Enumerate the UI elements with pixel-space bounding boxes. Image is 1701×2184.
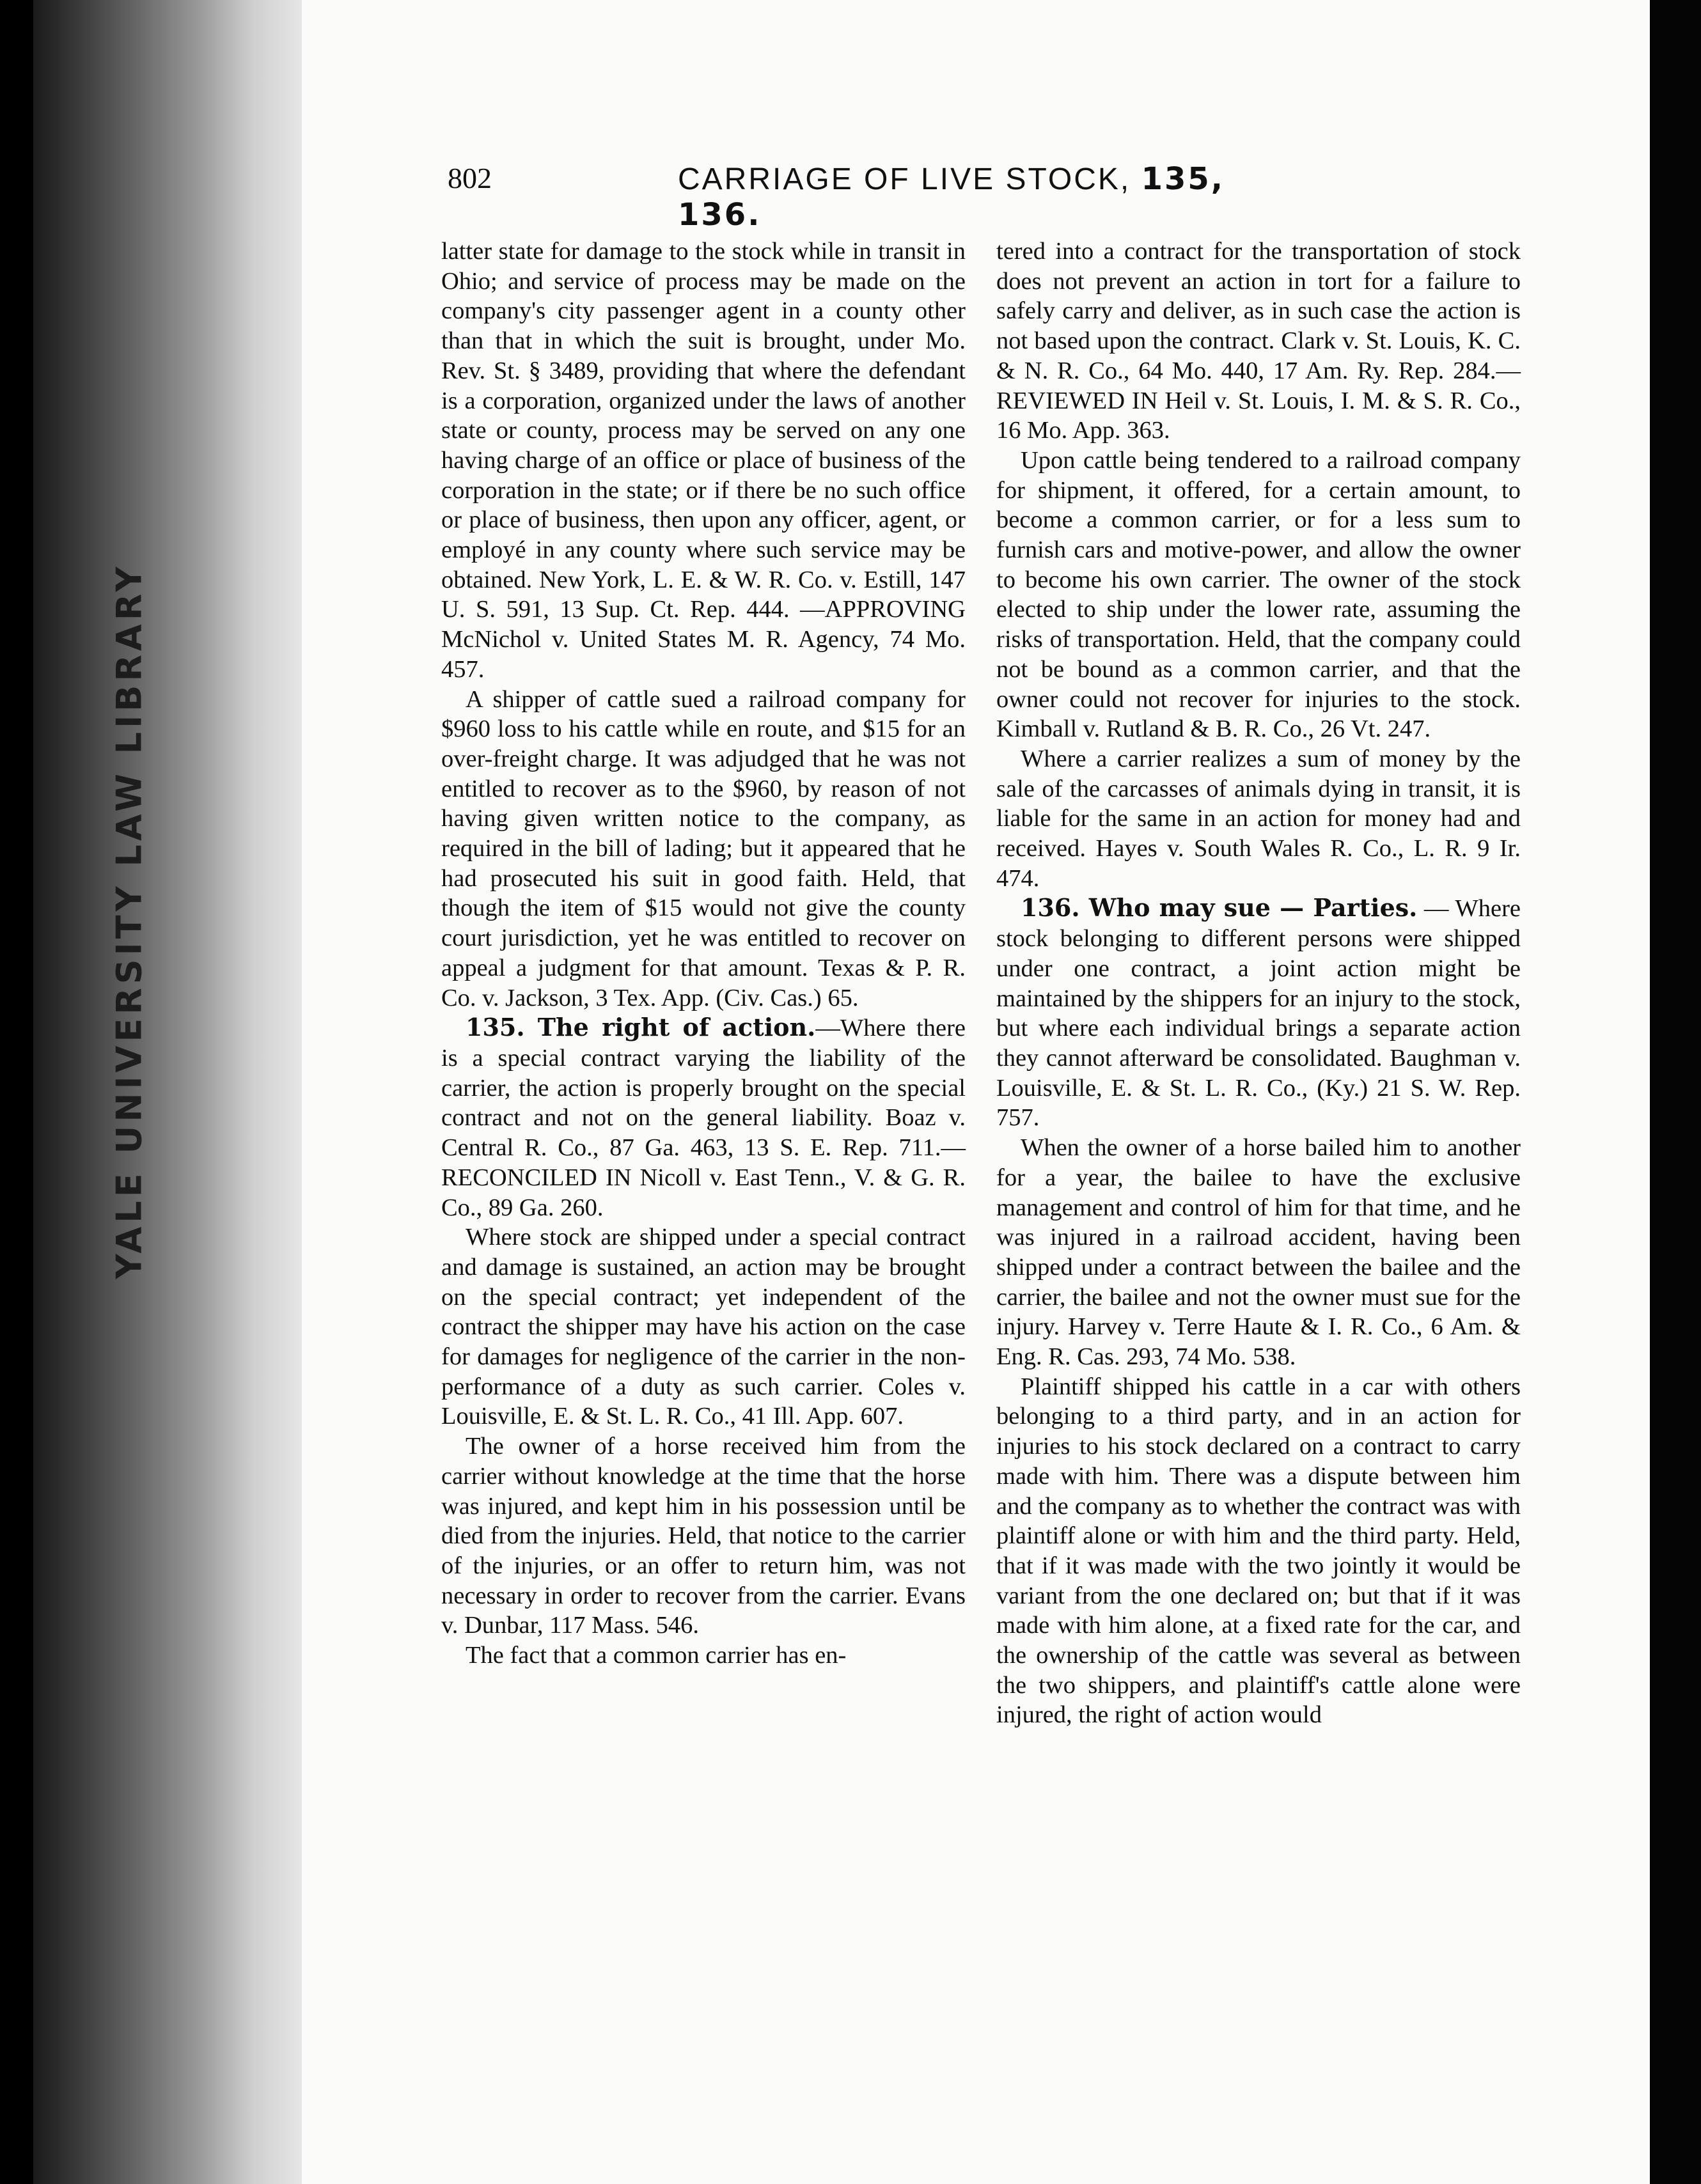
library-stamp: YALE UNIVERSITY LAW LIBRARY <box>109 563 150 1279</box>
paragraph: A shipper of cattle sued a railroad company for $960 loss to his cattle while en route, and $15 for an over-freight charge. It was adjudged that he was not entitled to recover as to the $960, by reason of not having given written notice to the company, as required in the bill of lading; but it appeared that he had prosecuted his suit in good faith. Held, that though the item of $15 would not give the county court jurisdiction, yet he was entitled to recover on appeal a judgment for that amount. Texas & P. R. Co. v. Jackson, 3 Tex. App. (Civ. Cas.) 65. <box>441 685 966 1011</box>
paragraph: The owner of a horse received him from the carrier without knowledge at the time that the horse was injured, and kept him in his possession until be died from the injuries. Held, that notice to the carrier of the injuries, or an offer to return him, was not necessary in order to recover from the carrier. Evans v. Dunbar, 117 Mass. 546. <box>441 1433 966 1639</box>
paragraph: Upon cattle being tendered to a railroad company for shipment, it offered, for a certain amount, to become a common carrier, or for a less sum to furnish cars and motive-power, and allow the owner to become his own carrier. The owner of the stock elected to ship under the lower rate, assuming the risks of transportation. Held, that the company could not be bound as a common carrier, and that the owner could not recover for injuries to the stock. Kimball v. Rutland & B. R. Co., 26 Vt. 247. <box>996 446 1521 743</box>
paragraph: The fact that a common carrier has en- <box>466 1642 847 1669</box>
paragraph: When the owner of a horse bailed him to another for a year, the bailee to have the exclusive management and control of him for that time, and he was injured in a railroad accident, having been shipped under a contract between the bailee and the carrier, the bailee and not the owner must sue for the injury. Harvey v. Terre Haute & I. R. Co., 6 Am. & Eng. R. Cas. 293, 74 Mo. 538. <box>996 1134 1521 1371</box>
section-heading: 136. Who may sue — Parties. <box>1021 893 1418 923</box>
left-column <box>441 237 966 1671</box>
section-paragraph <box>441 1013 966 1222</box>
page-number: 802 <box>448 162 492 194</box>
gutter-shadow <box>1650 0 1701 2184</box>
paragraph: Where a carrier realizes a sum of money by the sale of the carcasses of animals dying in transit, it is liable for the same in an action for money had and received. Hayes v. South Wales R. Co., L. R. 9 Ir. 474. <box>996 745 1521 892</box>
section-text: — Where stock belonging to different persons were shipped under one contract, a joint action might be maintained by the shippers for an injury to the stock, but where each individual brings a separate action they cannot afterward be consolidated. Baughman v. Louisville, E. & St. L. R. Co., (Ky.) 21 S. W. Rep. 757. <box>996 895 1521 1132</box>
page-edge-fore <box>33 0 302 2184</box>
running-title-text: CARRIAGE OF LIVE STOCK, <box>678 162 1131 196</box>
paragraph: Plaintiff shipped his cattle in a car with others belonging to a third party, and in an action for injuries to his stock declared on a contract to carry made with him. There was a dispute between him and the company as to whether the contract was with plaintiff alone or with him and the third party. Held, that if it was made with the two jointly it would be variant from the one declared on; but that if it was made with him alone, at a fixed rate for the car, and the ownership of the cattle was several as between the two shippers, and plaintiff's cattle alone were injured, the right of action would <box>996 1373 1521 1729</box>
right-column <box>996 237 1521 1730</box>
paragraph: latter state for damage to the stock while in transit in Ohio; and service of process may be made on the company's city passenger agent in a county other than that in which the suit is brought, under Mo. Rev. St. § 3489, providing that where the defendant is a corporation, organized under the laws of another state or county, process may be served on any one having charge of an office or place of business of the corporation in the state; or if there be no such office or place of business, then upon any officer, agent, or employé in any county where such service may be obtained. New York, L. E. & W. R. Co. v. Estill, 147 U. S. 591, 13 Sup. Ct. Rep. 444. —APPROVING McNichol v. United States M. R. Agency, 74 Mo. 457. <box>441 238 966 683</box>
section-numbers: 135, 136. <box>678 161 1225 233</box>
section-heading: 135. The right of action. <box>466 1013 816 1042</box>
paragraph: Where stock are shipped under a special contract and damage is sustained, an action may be brought on the special contract; yet independent of the contract the shipper may have his action on the case for damages for negligence of the carrier in the non-performance of a duty as such carrier. Coles v. Louisville, E. & St. L. R. Co., 41 Ill. App. 607. <box>441 1224 966 1430</box>
running-title <box>678 161 1317 233</box>
section-text: —Where there is a special contract varying the liability of the carrier, the action is properly brought on the special contract and not on the general liability. Boaz v. Central R. Co., 87 Ga. 463, 13 S. E. Rep. 711.—RECONCILED IN Nicoll v. East Tenn., V. & G. R. Co., 89 Ga. 260. <box>441 1015 966 1221</box>
section-paragraph <box>996 893 1521 1133</box>
page-header <box>448 161 1317 233</box>
paragraph: tered into a contract for the transportation of stock does not prevent an action in tort for a failure to safely carry and deliver, as in such case the action is not based upon the contract. Clark v. St. Louis, K. C. & N. R. Co., 64 Mo. 440, 17 Am. Ry. Rep. 284.—REVIEWED IN Heil v. St. Louis, I. M. & S. R. Co., 16 Mo. App. 363. <box>996 238 1521 444</box>
